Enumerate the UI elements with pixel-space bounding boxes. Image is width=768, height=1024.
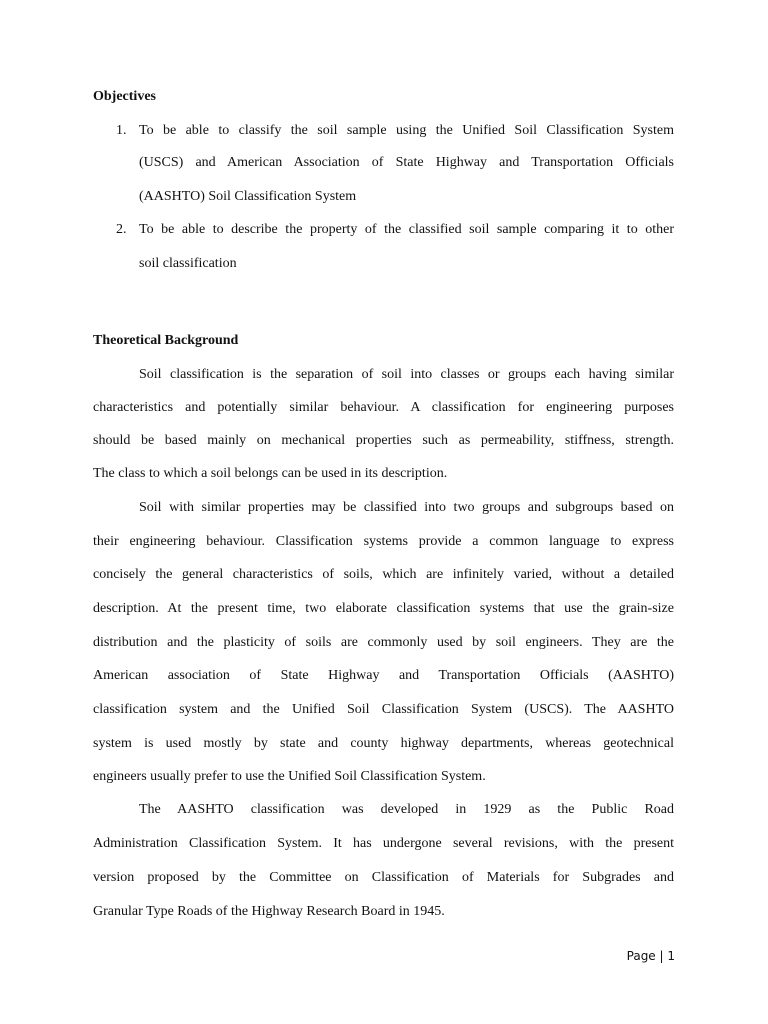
- objective-number-2: 2.: [116, 222, 127, 237]
- objectives-heading: Objectives: [93, 89, 156, 104]
- paragraph-2-line-4: description. At the present time, two elaborate classification systems that use the grain-size: [93, 601, 674, 616]
- background-heading: Theoretical Background: [93, 333, 239, 348]
- objective-1-line-1: To be able to classify the soil sample using the Unified Soil Classification System: [139, 123, 674, 138]
- objective-2-line-1: To be able to describe the property of the classified soil sample comparing it to other: [139, 222, 674, 237]
- paragraph-1-line-3: should be based mainly on mechanical properties such as permeability, stiffness, strength.: [93, 433, 674, 448]
- paragraph-1-line-2: characteristics and potentially similar behaviour. A classification for engineering purposes: [93, 400, 674, 415]
- paragraph-2-line-8: system is used mostly by state and county highway departments, whereas geotechnical: [93, 736, 674, 751]
- paragraph-1-line-1: Soil classification is the separation of soil into classes or groups each having similar: [139, 367, 674, 382]
- paragraph-2-line-2: their engineering behaviour. Classification systems provide a common language to express: [93, 534, 674, 549]
- paragraph-2-line-5: distribution and the plasticity of soils are commonly used by soil engineers. They are the: [93, 635, 674, 650]
- objective-1-line-3: (AASHTO) Soil Classification System: [139, 189, 357, 204]
- paragraph-3-line-4: Granular Type Roads of the Highway Research Board in 1945.: [93, 904, 445, 919]
- page-number: Page | 1: [626, 949, 675, 963]
- paragraph-3-line-1: The AASHTO classification was developed in 1929 as the Public Road: [139, 802, 674, 817]
- paragraph-2-line-3: concisely the general characteristics of soils, which are infinitely varied, without a detailed: [93, 567, 674, 582]
- paragraph-2-line-7: classification system and the Unified Soil Classification System (USCS). The AASHTO: [93, 702, 674, 717]
- paragraph-2-line-6: American association of State Highway and Transportation Officials (AASHTO): [93, 668, 674, 683]
- objective-number-1: 1.: [116, 123, 127, 138]
- paragraph-3-line-3: version proposed by the Committee on Classification of Materials for Subgrades and: [93, 870, 674, 885]
- paragraph-3-line-2: Administration Classification System. It has undergone several revisions, with the present: [93, 836, 674, 851]
- objective-1-line-2: (USCS) and American Association of State Highway and Transportation Officials: [139, 155, 674, 170]
- objective-2-line-2: soil classification: [139, 256, 237, 271]
- paragraph-1-line-4: The class to which a soil belongs can be used in its description.: [93, 466, 448, 481]
- paragraph-2-line-9: engineers usually prefer to use the Unified Soil Classification System.: [93, 769, 486, 784]
- paragraph-2-line-1: Soil with similar properties may be classified into two groups and subgroups based on: [139, 500, 674, 515]
